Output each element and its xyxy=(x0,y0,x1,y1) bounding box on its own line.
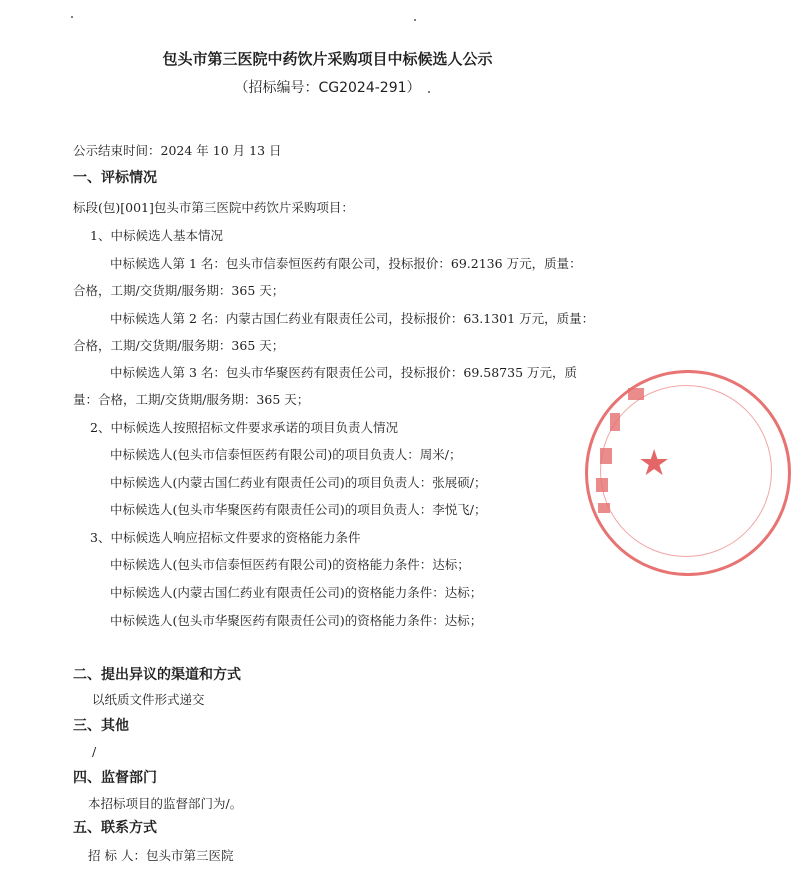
other-text: / xyxy=(92,744,97,759)
project-leader-2: 中标候选人(内蒙古国仁药业有限责任公司)的项目负责人：张展硕/； xyxy=(110,475,487,490)
supervision-text: 本招标项目的监督部门为/。 xyxy=(88,796,243,811)
scan-speck xyxy=(414,19,416,21)
qualification-2: 中标候选人(内蒙古国仁药业有限责任公司)的资格能力条件：达标； xyxy=(110,585,483,600)
seal-glyph-mark xyxy=(600,448,612,464)
qualification-1: 中标候选人(包头市信泰恒医药有限公司)的资格能力条件：达标； xyxy=(110,557,470,572)
seal-glyph-mark xyxy=(598,503,610,513)
seal-star-icon: ★ xyxy=(638,443,671,484)
page-title: 包头市第三医院中药饮片采购项目中标候选人公示 xyxy=(162,50,493,68)
project-leader-3: 中标候选人(包头市华聚医药有限责任公司)的项目负责人：李悦飞/； xyxy=(110,502,487,517)
candidate-2-line-2: 合格，工期/交货期/服务期：365 天； xyxy=(73,338,285,353)
subheading-project-leader: 2、中标候选人按照招标文件要求承诺的项目负责人情况 xyxy=(90,420,398,435)
candidate-3-line-2: 量：合格，工期/交货期/服务期：365 天； xyxy=(73,392,310,407)
candidate-1-line-1: 中标候选人第 1 名：包头市信泰恒医药有限公司，投标报价：69.2136 万元，质量： xyxy=(110,256,582,271)
candidate-2-line-1: 中标候选人第 2 名：内蒙古国仁药业有限责任公司，投标报价：63.1301 万元，质量： xyxy=(110,311,595,326)
candidate-1-line-2: 合格，工期/交货期/服务期：365 天； xyxy=(73,283,285,298)
section-heading-evaluation: 一、评标情况 xyxy=(73,170,157,186)
section-heading-objection: 二、提出异议的渠道和方式 xyxy=(73,667,241,683)
tender-code: （招标编号：CG2024-291） xyxy=(234,80,421,96)
seal-glyph-mark xyxy=(628,388,644,400)
subheading-qualification: 3、中标候选人响应招标文件要求的资格能力条件 xyxy=(90,530,361,545)
seal-glyph-mark xyxy=(610,413,620,431)
candidate-3-line-1: 中标候选人第 3 名：包头市华聚医药有限责任公司，投标报价：69.58735 万元，质 xyxy=(110,365,578,380)
objection-method: 以纸质文件形式递交 xyxy=(92,692,205,707)
section-heading-contact: 五、联系方式 xyxy=(73,820,157,836)
section-heading-supervision: 四、监督部门 xyxy=(73,770,157,786)
section-heading-other: 三、其他 xyxy=(73,718,129,734)
project-leader-1: 中标候选人(包头市信泰恒医药有限公司)的项目负责人：周米/； xyxy=(110,447,462,462)
notice-end-time: 公示结束时间：2024 年 10 月 13 日 xyxy=(73,143,282,158)
seal-glyph-mark xyxy=(596,478,608,492)
lot-label: 标段(包)[001]包头市第三医院中药饮片采购项目： xyxy=(73,200,354,215)
scan-speck xyxy=(71,16,73,18)
official-seal-stamp xyxy=(585,370,791,576)
contact-tenderer: 招 标 人：包头市第三医院 xyxy=(88,848,234,863)
subheading-candidates: 1、中标候选人基本情况 xyxy=(90,228,223,243)
seal-inner-ring xyxy=(600,385,772,557)
qualification-3: 中标候选人(包头市华聚医药有限责任公司)的资格能力条件：达标； xyxy=(110,613,483,628)
